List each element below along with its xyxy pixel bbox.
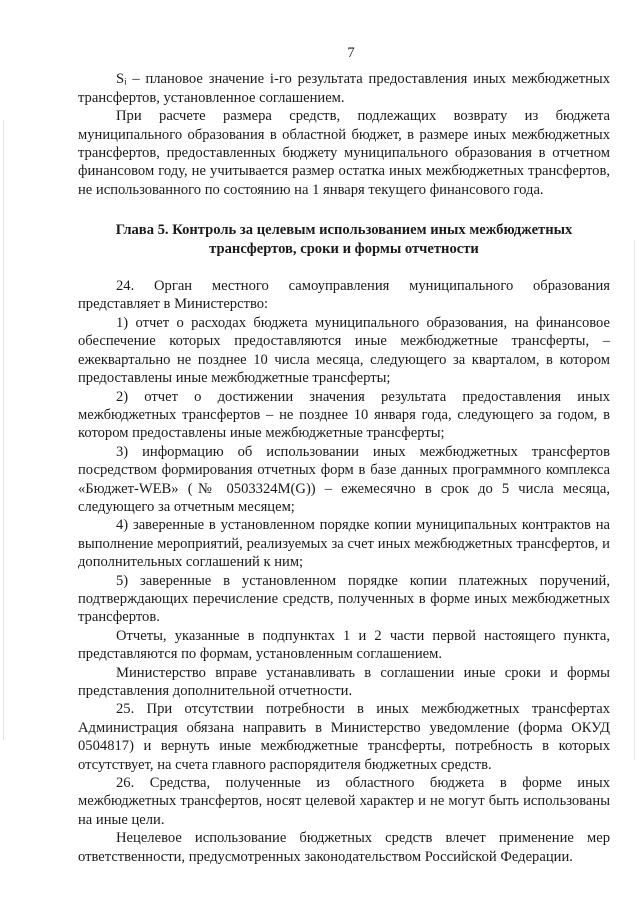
- paragraph-subitem-1: 1) отчет о расходах бюджета муниципального образования, на финансовое обеспечение которых предоставляются иные межбюджетные трансферты, – ежеквартально не позднее 10 числа месяца, следующего за кварталом, в котором предоставлены иные межбюджетные трансферты;: [78, 314, 610, 387]
- page-number: 7: [347, 45, 355, 61]
- paragraph-subitem-3: 3) информацию об использовании иных межбюджетных трансфертов посредством формирования отчетных форм в базе данных программного комплекса «Бюджет-WEB» (№ 0503324М(G)) – ежемесячно в срок до 5 числа месяца, следующего за отчетным месяцем;: [78, 443, 610, 515]
- paragraph-return-calculation: При расчете размера средств, подлежащих возврату из бюджета муниципального образования в областной бюджет, в размере иных межбюджетных трансфертов, предоставленных бюджету муниципального образования в отчетном финансовом году, не учитывается размер остатка иных межбюджетных трансфертов, не использованного по состоянию на 1 января текущего финансового года.: [78, 108, 610, 198]
- paragraph-item-26: 26. Средства, полученные из областного бюджета в форме иных межбюджетных трансфертов, носят целевой характер и не могут быть использованы на иные цели.: [78, 775, 610, 828]
- paragraph-report-forms: Отчеты, указанные в подпунктах 1 и 2 части первой настоящего пункта, представляются по формам, установленным соглашением.: [78, 627, 610, 663]
- chapter-title: Глава 5. Контроль за целевым использованием иных межбюджетных трансфертов, сроки и формы отчетности: [115, 222, 573, 257]
- document-page: [78, 44, 610, 866]
- paragraph-item-25: 25. При отсутствии потребности в иных межбюджетных трансфертах Администрация обязана направить в Министерство уведомление (форма ОКУД 0504817) и вернуть иные межбюджетные трансферты, потребность в которых отсутствует, на счета главного распорядителя бюджетных средств.: [78, 701, 610, 773]
- scan-edge-line-right: [634, 240, 635, 760]
- paragraph-ministry-rights: Министерство вправе устанавливать в соглашении иные сроки и формы представления дополнительной отчетности.: [78, 664, 610, 699]
- paragraph-subitem-2: 2) отчет о достижении значения результата предоставления иных межбюджетных трансфертов – не позднее 10 января года, следующего за годом, в котором предоставлены иные межбюджетные трансферты;: [78, 388, 610, 442]
- paragraph-subitem-4: 4) заверенные в установленном порядке копии муниципальных контрактов на выполнение мероприятий, реализуемых за счет иных межбюджетных трансфертов, и дополнительных соглашений к ним;: [78, 517, 610, 571]
- paragraph-subitem-5: 5) заверенные в установленном порядке копии платежных поручений, подтверждающих перечисление средств, полученных в форме иных межбюджетных трансфертов.: [78, 572, 610, 626]
- paragraph-misuse-liability: Нецелевое использование бюджетных средств влечет применение мер ответственности, предусмотренных законодательством Российской Федерации.: [78, 830, 610, 865]
- paragraph-s-i-definition: Sᵢ – плановое значение i-го результата предоставления иных межбюджетных трансфертов, установленное соглашением.: [78, 71, 610, 106]
- scan-edge-line-left: [3, 120, 4, 740]
- paragraph-item-24: 24. Орган местного самоуправления муниципального образования представляет в Министерство:: [78, 278, 610, 313]
